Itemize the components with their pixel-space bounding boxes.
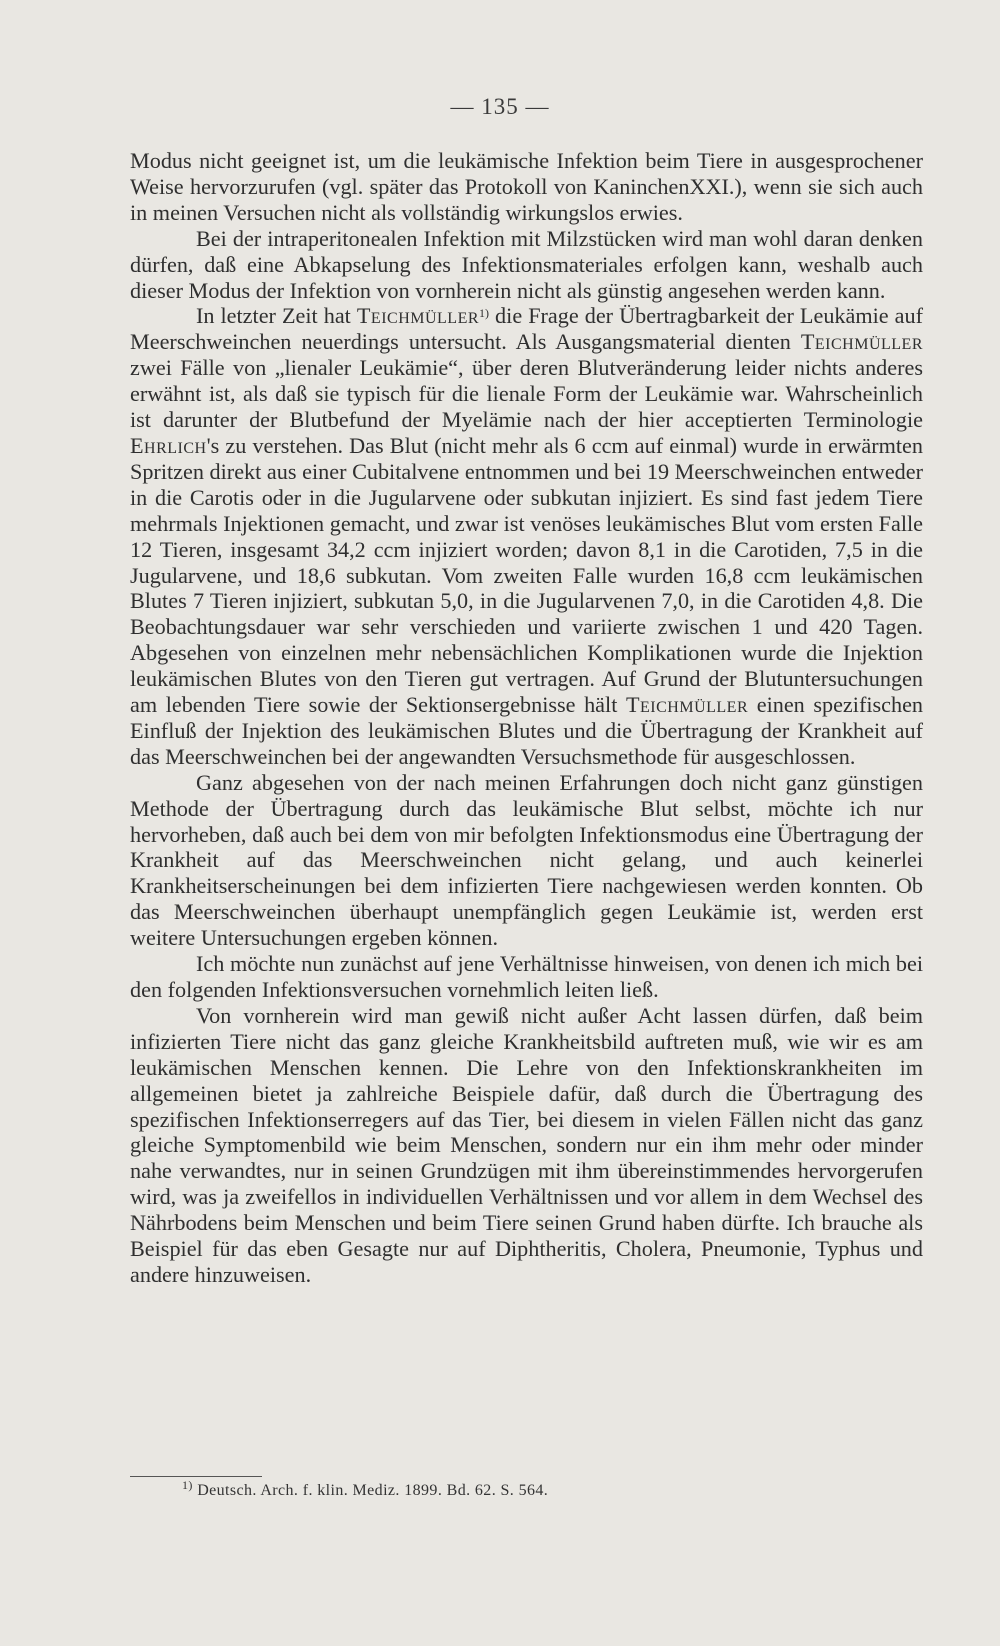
body-text — [130, 148, 923, 1288]
page-number: — 135 — — [450, 94, 550, 119]
paragraph-3-part-b: die Frage der Übertragbarkeit der Leukämie auf Meerschweinchen neuerdings untersucht. Als Ausgangsmaterial dienten — [130, 303, 923, 355]
author-name-teichmueller-3: Teichmüller — [625, 692, 749, 718]
paragraph-3-part-e: einen spezifischen Einfluß der Injektion des leukämischen Blutes und die Übertragung der Krankheit auf das Meerschweinchen bei der angewandten Versuchsmethode für ausgeschlossen. — [130, 692, 924, 769]
footnote-rule — [130, 1476, 262, 1477]
paragraph-6: Von vornherein wird man gewiß nicht außer Acht lassen dürfen, daß beim infizierten Tiere nicht das ganz gleiche Krankheitsbild auftreten muß, wie wir es am leukämischen Menschen kennen. Die Lehre von den Infektionskrankheiten im allgemeinen bietet ja zahlreiche Beispiele dafür, daß durch die Übertragung des spezifischen Infektionserregers auf das Tier, bei diesem in vielen Fällen nicht das ganz gleiche Symptomenbild wie beim Menschen, sondern nur ein ihm mehr oder minder nahe verwandtes, nur in seinen Grundzügen mit ihm übereinstimmendes hervorgerufen wird, was ja zweifellos in individuellen Verhältnissen und vor allem in dem Wechsel des Nährbodens beim Menschen und beim Tiere seinen Grund haben dürfte. Ich brauche als Beispiel für das eben Gesagte nur auf Diphtheritis, Cholera, Pneumonie, Typhus und andere hinzuweisen. — [130, 1002, 923, 1287]
footnote — [182, 1478, 549, 1500]
paragraph-5: Ich möchte nun zunächst auf jene Verhältnisse hinweisen, von denen ich mich bei den folgenden Infektionsversuchen vornehmlich leiten ließ. — [130, 951, 923, 1002]
paragraph-2: Bei der intraperitonealen Infektion mit Milzstücken wird man wohl daran denken dürfen, daß eine Abkapselung des Infektionsmateriales erfolgen kann, weshalb auch dieser Modus der Infektion von vornherein nicht als günstig angesehen werden kann. — [130, 225, 923, 303]
paragraph-3-part-d: 's zu verstehen. Das Blut (nicht mehr als 6 ccm auf einmal) wurde in erwärmten Spritzen direkt aus einer Cubitalvene entnommen und bei 19 Meerschweinchen entweder in die Carotis oder in die Jugularvene oder subkutan injiziert. Es sind fast jedem Tiere mehrmals Injektionen gemacht, und zwar ist venöses leukämisches Blut vom ersten Falle 12 Tieren, insgesamt 34,2 ccm injiziert worden; davon 8,1 in die Carotiden, 7,5 in die Jugularvene, und 18,6 subkutan. Vom zweiten Falle wurden 16,8 ccm leukämischen Blutes 7 Tieren injiziert, subkutan 5,0, in die Jugularvenen 7,0, in die Carotiden 4,8. Die Beobachtungsdauer war sehr verschieden und variierte zwischen 1 und 420 Tagen. Abgesehen von einzelnen mehr nebensächlichen Komplikationen wurde die Injektion leukämischen Blutes von den Tieren gut vertragen. Auf Grund der Blutuntersuchungen am lebenden Tiere sowie der Sektionsergebnisse hält — [130, 432, 923, 718]
author-name-teichmueller: Teichmüller — [356, 303, 480, 329]
author-name-ehrlich: Ehrlich — [130, 432, 207, 458]
author-name-teichmueller-2: Teichmüller — [800, 329, 923, 355]
paragraph-3 — [130, 303, 923, 769]
paragraph-3-part-a: In letzter Zeit hat — [196, 303, 351, 329]
paragraph-4: Ganz abgesehen von der nach meinen Erfahrungen doch nicht ganz günstigen Methode der Übertragung durch das leukämische Blut selbst, möchte ich nur hervorheben, daß auch bei dem von mir befolgten Infektionsmodus eine Übertragung der Krankheit auf das Meerschweinchen nicht gelang, und auch keinerlei Krankheitserscheinungen bei dem infizierten Tiere nachgewiesen werden konnten. Ob das Meerschweinchen überhaupt unempfänglich gegen Leukämie ist, werden erst weitere Untersuchungen ergeben können. — [130, 769, 923, 951]
paragraph-3-part-c: zwei Fälle von „lienaler Leukämie“, über deren Blutveränderung leider nichts anderes erwähnt ist, als daß sie typisch für die lienale Form der Leukämie war. Wahrscheinlich ist darunter der Blutbefund der Myelämie nach der hier acceptierten Terminologie — [130, 355, 923, 433]
footnote-text: Deutsch. Arch. f. klin. Mediz. 1899. Bd. 62. S. 564. — [197, 1482, 549, 1499]
paragraph-1: Modus nicht geeignet ist, um die leukämische Infektion beim Tiere in ausgesprochener Weise hervorzurufen (vgl. später das Protokoll von KaninchenXXI.), wenn sie sich auch in meinen Versuchen nicht als vollständig wirkungslos erwies. — [130, 148, 923, 225]
footnote-reference: 1) — [479, 306, 490, 321]
footnote-mark: 1) — [182, 1478, 193, 1492]
